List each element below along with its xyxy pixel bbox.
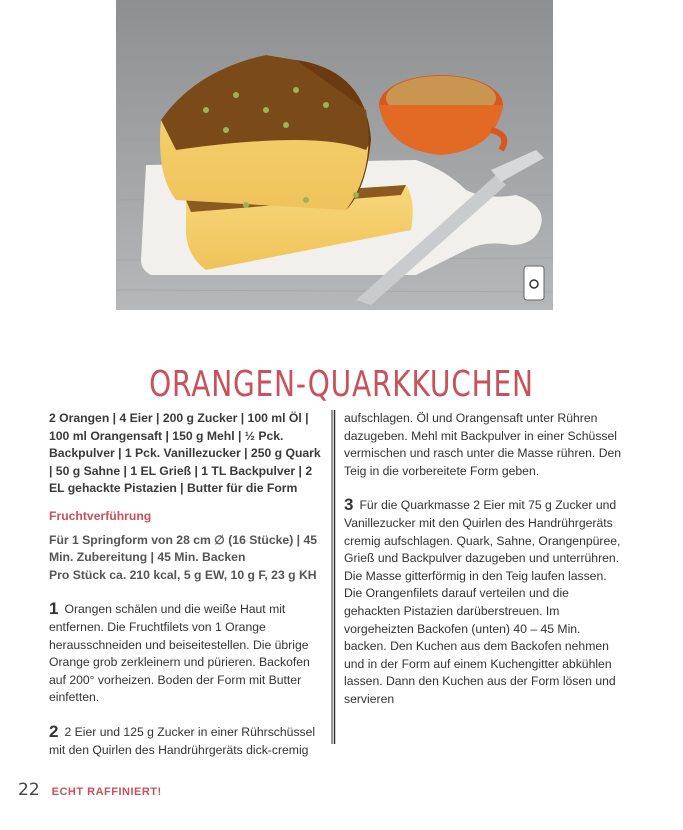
step-number: 1 xyxy=(49,599,59,619)
recipe-title: ORANGEN-QUARKKUCHEN xyxy=(149,364,534,406)
step-text: Für die Quarkmasse 2 Eier mit 75 g Zucker und Vanillezucker mit den Quirlen des Handrührgeräts cremig aufschlagen. Quark, Sahne, Orangenpüree, Grieß und Backpulver dazugeben und unterrühren. Die Masse gitterförmig in den Teig laufen lassen. Die Orangenfilets darauf verteilen und die gehackten Pistazien darüberstreuen. Im vorgeheizten Backofen (unten) 40 – 45 Min. backen. Den Kuchen aus dem Backofen nehmen und in der Form auf einem Kuchengitter abkühlen lassen. Dann den Kuchen aus der Form lösen und servieren xyxy=(344,498,621,706)
step-2 xyxy=(49,723,321,759)
step-text: 2 Eier und 125 g Zucker in einer Rührschüssel mit den Quirlen des Handrührgeräts dick-cremig xyxy=(49,724,316,757)
step-text: Orangen schälen und die weiße Haut mit entfernen. Die Fruchtfilets von 1 Orange herausschneiden und beiseitestellen. Die übrige Orange grob zerkleinern und pürieren. Backofen auf 200° vorheizen. Boden der Form mit Butter einfetten. xyxy=(49,602,310,705)
step-1 xyxy=(49,600,321,707)
recipe-subheading: Fruchtverführung xyxy=(49,508,152,523)
step-number: 2 xyxy=(49,721,59,741)
cake-illustration xyxy=(116,0,553,310)
step-number: 3 xyxy=(344,495,354,515)
page-footer xyxy=(18,780,162,800)
ingredients-list: 2 Orangen | 4 Eier | 200 g Zucker | 100 ml Öl | 100 ml Orangensaft | 150 g Mehl | ½ Pck. Backpulver | 1 Pck. Vanillezucker | 250 g Quark | 50 g Sahne | 1 EL Grieß | 1 TL Backpulver | 2 EL gehackte Pistazien | Butter für die Form xyxy=(49,411,321,496)
page-number: 22 xyxy=(18,780,40,800)
recipe-photo xyxy=(116,0,553,310)
left-column xyxy=(49,410,321,759)
step-2-continued xyxy=(344,410,622,480)
right-column xyxy=(344,410,622,709)
camera-phone-icon xyxy=(524,266,544,300)
serving-info: Für 1 Springform von 28 cm ∅ (16 Stücke) | 45 Min. Zubereitung | 45 Min. Backen xyxy=(49,532,318,565)
nutrition-info: Pro Stück ca. 210 kcal, 5 g EW, 10 g F, 23 g KH xyxy=(49,567,317,582)
section-label: ECHT RAFFINIERT! xyxy=(51,786,162,798)
column-divider xyxy=(330,410,336,744)
step-3 xyxy=(344,496,622,708)
step-text: aufschlagen. Öl und Orangensaft unter Rühren dazugeben. Mehl mit Backpulver in einer Schüssel vermischen und rasch unter die Masse rühren. Den Teig in die vorbereitete Form geben. xyxy=(344,411,622,478)
